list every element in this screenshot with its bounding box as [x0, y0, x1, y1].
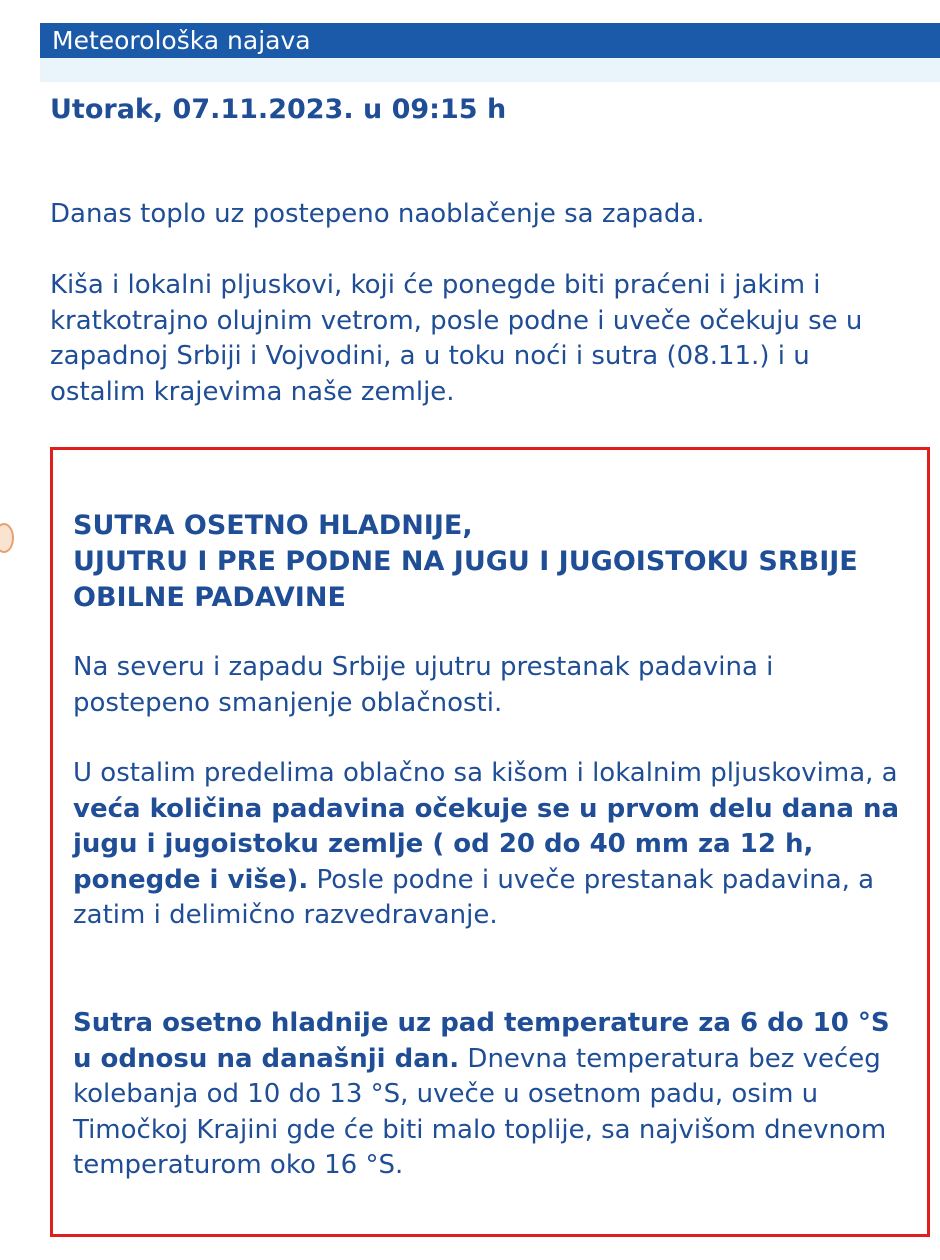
intro-paragraph-2: Kiša i lokalni pljuskovi, koji će ponegde biti praćeni i jakim i kratkotrajno olujnim vetrom, posle podne i uveče očekuju se u zapadnoj Srbiji i Vojvodini, a u toku noći i sutra (08.11.) i u ostalim krajevima naše zemlje.: [50, 270, 863, 407]
warning-headline-line-1: SUTRA OSETNO HLADNIJE,: [73, 510, 473, 541]
warning-paragraph-2: [73, 756, 913, 934]
page-title: Meteorološka najava: [52, 26, 311, 55]
forecast-date: Utorak, 07.11.2023. u 09:15 h: [50, 94, 507, 125]
warning-paragraph-3-bold: Sutra osetno hladnije uz pad temperature za 6 do 10 °S u odnosu na današnji dan.: [73, 1008, 890, 1074]
warning-paragraph-1: Na severu i zapadu Srbije ujutru prestanak padavina i postepeno smanjenje oblačnosti.: [73, 652, 774, 718]
warning-paragraph-3: [73, 1006, 913, 1184]
warning-paragraph-2-end: Posle podne i uveče prestanak padavina, a zatim i delimično razvedravanje.: [73, 864, 875, 930]
header-strip: [40, 58, 940, 82]
edge-shape: [0, 523, 14, 553]
warning-box: [50, 447, 930, 1237]
warning-paragraph-3-end: Dnevna temperatura bez većeg kolebanja od 10 do 13 °S, uveče u osetnom padu, osim u Timočkoj Krajini gde će biti malo toplije, sa najvišom dnevnom temperaturom oko 16 °S.: [73, 1043, 887, 1180]
header-bar: [40, 23, 940, 58]
warning-paragraph-2-bold: veća količina padavina očekuje se u prvom delu dana na jugu i jugoistoku zemlje ( od 20 do 40 mm za 12 h, ponegde i više).: [73, 793, 900, 895]
warning-headline: [73, 508, 923, 616]
warning-paragraph-2-start: U ostalim predelima oblačno sa kišom i lokalnim pljuskovima, a: [73, 758, 898, 788]
intro-paragraph-1: Danas toplo uz postepeno naoblačenje sa zapada.: [50, 199, 705, 229]
warning-headline-line-2: UJUTRU I PRE PODNE NA JUGU I JUGOISTOKU SRBIJE OBILNE PADAVINE: [73, 546, 858, 613]
